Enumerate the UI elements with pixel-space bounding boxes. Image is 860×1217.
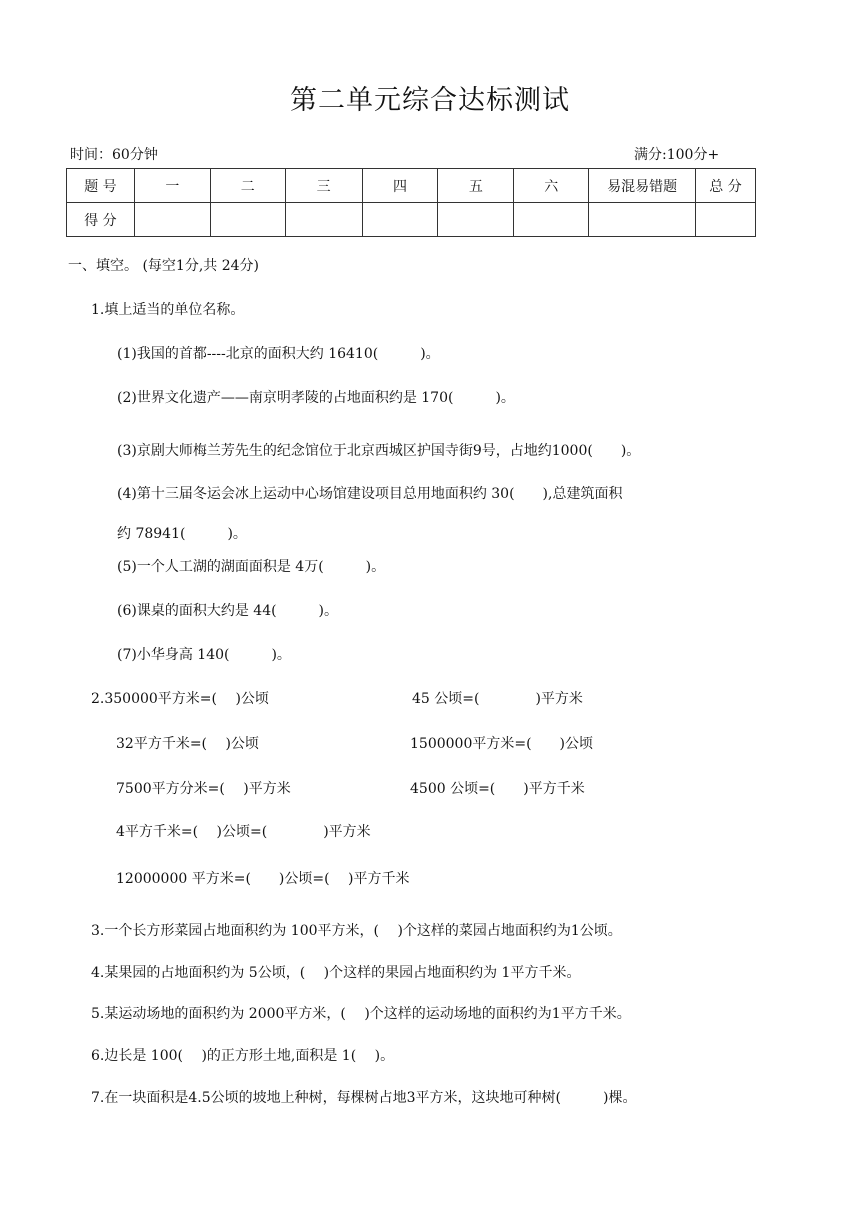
question-5: 5.某运动场地的面积约为 2000平方米，( )个这样的运动场地的面积约为1平方千米。 [91, 1006, 631, 1022]
header-cell-label: 题 号 [67, 169, 135, 203]
question-6: 6.边长是 100( )的正方形土地,面积是 1( )。 [91, 1048, 395, 1064]
question-2-conversion: 45 公顷=( )平方米 [412, 691, 583, 707]
question-1-item: (6)课桌的面积大约是 44( )。 [117, 603, 339, 619]
header-cell-confusing: 易混易错题 [589, 169, 696, 203]
question-1-stem: 1.填上适当的单位名称。 [91, 302, 245, 318]
header-cell-5: 五 [438, 169, 514, 203]
question-2-conversion: 4500 公顷=( )平方千米 [410, 781, 585, 797]
header-cell-total: 总 分 [696, 169, 756, 203]
score-cell [589, 203, 696, 237]
score-cell [362, 203, 438, 237]
question-1-item: (7)小华身高 140( )。 [117, 647, 291, 663]
score-cell [696, 203, 756, 237]
question-2-conversion: 32平方千米=( )公顷 [116, 736, 259, 752]
question-2-conversion: 12000000 平方米=( )公顷=( )平方千米 [116, 871, 410, 887]
score-cell [514, 203, 589, 237]
header-cell-6: 六 [514, 169, 589, 203]
question-1-item: (1)我国的首都----北京的面积大约 16410( )。 [117, 346, 440, 362]
question-1-item: (5)一个人工湖的湖面面积是 4万( )。 [117, 559, 386, 575]
header-cell-1: 一 [134, 169, 210, 203]
question-4: 4.某果园的占地面积约为 5公顷，( )个这样的果园占地面积约为 1平方千米。 [91, 965, 581, 981]
header-cell-4: 四 [362, 169, 438, 203]
score-cell [285, 203, 362, 237]
question-2-conversion: 4平方千米=( )公顷=( )平方米 [116, 824, 371, 840]
section-heading: 一、填空。 (每空1分,共 24分) [68, 258, 259, 274]
header-cell-2: 二 [210, 169, 285, 203]
question-1-item: 约 78941( )。 [117, 526, 247, 542]
question-2-conversion: 7500平方分米=( )平方米 [116, 781, 291, 797]
question-7: 7.在一块面积是4.5公顷的坡地上种树，每棵树占地3平方米，这块地可种树( )棵。 [91, 1090, 637, 1106]
score-cell [134, 203, 210, 237]
page-title: 第二单元综合达标测试 [290, 85, 570, 116]
score-table-score-row [67, 203, 756, 237]
score-cell [210, 203, 285, 237]
question-2-conversion: 1500000平方米=( )公顷 [410, 736, 594, 752]
question-1-item: (2)世界文化遗产——南京明孝陵的占地面积约是 170( )。 [117, 390, 515, 406]
header-cell-3: 三 [285, 169, 362, 203]
question-1-item: (3)京剧大师梅兰芳先生的纪念馆位于北京西城区护国寺街9号，占地约1000( )。 [117, 443, 641, 459]
question-1-item: (4)第十三届冬运会冰上运动中心场馆建设项目总用地面积约 30( ),总建筑面积 [117, 486, 623, 502]
score-cell [438, 203, 514, 237]
full-score: 满分:100分+ [634, 147, 720, 163]
time-limit: 时间：60分钟 [70, 147, 158, 163]
score-table [66, 168, 756, 237]
score-row-label: 得 分 [67, 203, 135, 237]
question-3: 3.一个长方形菜园占地面积约为 100平方米，( )个这样的菜园占地面积约为1公顷。 [91, 923, 622, 939]
score-table-header-row [67, 169, 756, 203]
question-2-conversion: 2.350000平方米=( )公顷 [91, 691, 269, 707]
